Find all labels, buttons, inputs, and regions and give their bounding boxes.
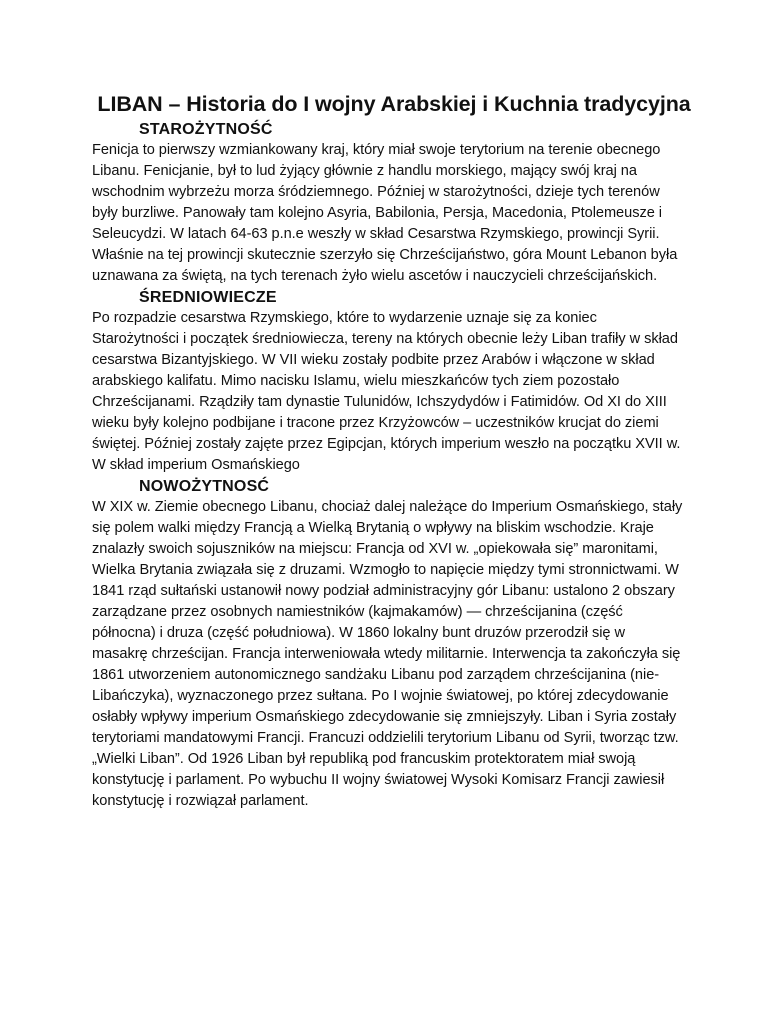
section-paragraph-nowozytnosc: W XIX w. Ziemie obecnego Libanu, chociaż dalej należące do Imperium Osmańskiego, stały się polem walki między Francją a Wielką Brytanią o wpływy na bliskim wschodzie. Kraje znalazły swoich sojuszników na miejscu: Francja od XVI w. „opiekowała się” maronitami, Wielka Brytania związała się z druzami. Wzmogło to napięcie między tymi stronnictwami. W 1841 rząd sułtański ustanowił nowy podział administracyjny gór Libanu: ustalono 2 obszary zarządzane przez osobnych namiestników (kajmakamów) — chrześcijanina (część północna) i druza (część południowa). W 1860 lokalny bunt druzów przerodził się w masakrę chrześcijan. Francja interweniowała wtedy militarnie. Interwencja ta zakończyła się 1861 utworzeniem autonomicznego sandżaku Libanu pod zarządem chrześcijanina (nie-Libańczyka), wyznaczonego przez sułtana. Po I wojnie światowej, po której zdecydowanie osłabły wpływy imperium Osmańskiego zdecydowanie się zmniejszyły. Liban i Syria zostały terytoriami mandatowymi Francji. Francuzi oddzielili terytorium Libanu od Syrii, tworząc tzw. „Wielki Liban”. Od 1926 Liban był republiką pod francuskim protektoratem miał swoją konstytucję i parlament. Po wybuchu II wojny światowej Wysoki Komisarz Francji zawiesił konstytucję i rozwiązał parlament. [92, 499, 683, 809]
section-heading-nowozytnosc: NOWOŻYTNOSĆ [139, 478, 270, 495]
section-heading-starozytnosc: STAROŻYTNOŚĆ [139, 121, 273, 138]
document-title: LIBAN – Historia do I wojny Arabskiej i Kuchnia tradycyjna [97, 92, 691, 116]
section-paragraph-starozytnosc: Fenicja to pierwszy wzmiankowany kraj, który miał swoje terytorium na terenie obecnego Libanu. Fenicjanie, był to lud żyjący głównie z handlu morskiego, mający swój kraj na wschodnim wybrzeżu morza śródziemnego. Później w starożytności, dzieje tych terenów były burzliwe. Panowały tam kolejno Asyria, Babilonia, Persja, Macedonia, Ptolemeusze i Seleucydzi. W latach 64-63 p.n.e weszły w skład Cesarstwa Rzymskiego, prowincji Syrii. Właśnie na tej prowincji skutecznie szerzyło się Chrześcijaństwo, góra Mount Lebanon była uznawana za świętą, na tych terenach żyło wielu ascetów i nauczycieli chrześcijańskich. [92, 142, 678, 284]
section-heading-sredniowiecze: ŚREDNIOWIECZE [139, 289, 277, 306]
section-paragraph-sredniowiecze: Po rozpadzie cesarstwa Rzymskiego, które to wydarzenie uznaje się za koniec Starożytności i początek średniowiecza, tereny na których obecnie leży Liban trafiły w skład cesarstwa Bizantyjskiego. W VII wieku zostały podbite przez Arabów i włączone w skład arabskiego kalifatu. Mimo nacisku Islamu, wielu mieszkańców tych ziem pozostało Chrześcijanami. Rządziły tam dynastie Tulunidów, Ichszydydów i Fatimidów. Od XI do XIII wieku były kolejno podbijane i tracone przez Krzyżowców – uczestników krucjat do ziemi świętej. Później zostały zajęte przez Egipcjan, których imperium weszło na początku XVII w. W skład imperium Osmańskiego [92, 310, 681, 473]
